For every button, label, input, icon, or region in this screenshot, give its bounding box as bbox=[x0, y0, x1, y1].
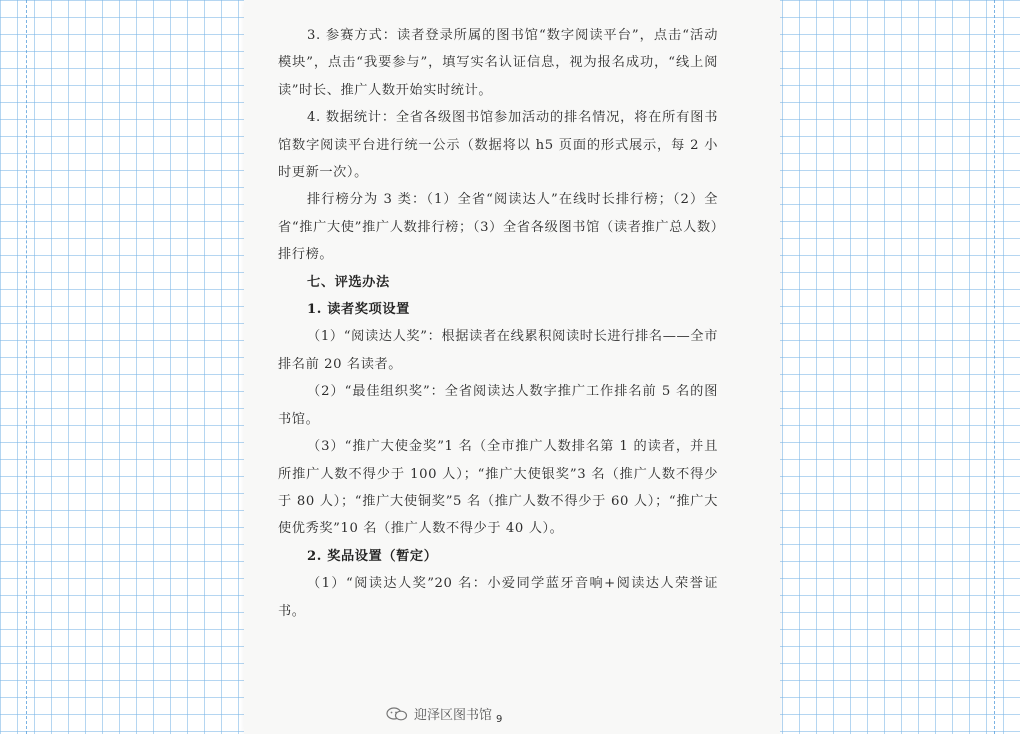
subheading-prize-settings: 2. 奖品设置（暂定） bbox=[307, 548, 438, 564]
subheading-reader-awards: 1. 读者奖项设置 bbox=[307, 302, 410, 318]
document-body bbox=[278, 22, 718, 625]
paragraph-award-reading-expert: （1）“阅读达人奖”：根据读者在线累积阅读时长进行排名——全市排名前 20 名读者。 bbox=[278, 329, 718, 372]
paragraph-ranking-lists: 排行榜分为 3 类：（1）全省“阅读达人”在线时长排行榜；（2）全省“推广大使”推广人数排行榜；（3）全省各级图书馆（读者推广总人数）排行榜。 bbox=[278, 192, 718, 263]
paragraph-prize-reading-expert: （1）“阅读达人奖”20 名：小爱同学蓝牙音响+阅读达人荣誉证书。 bbox=[278, 576, 718, 619]
section-heading-evaluation: 七、评选办法 bbox=[307, 274, 390, 290]
wechat-icon bbox=[386, 707, 408, 721]
paragraph-award-ambassador: （3）“推广大使金奖”1 名（全市推广人数排名第 1 的读者，并且所推广人数不得少于 100 人）；“推广大使银奖”3 名（推广人数不得少于 80 人）；“推广大使铜奖”5 名（推广人数不得少于 60 人）；“推广大使优秀奖”10 名（推广人数不得少于 40 人）。 bbox=[278, 439, 718, 537]
watermark-text: 迎泽区图书馆 bbox=[414, 708, 493, 723]
page-number: 9 bbox=[496, 714, 503, 725]
grid-guide-left bbox=[26, 0, 27, 734]
document-page bbox=[244, 0, 780, 734]
paragraph-participation-method: 3. 参赛方式：读者登录所属的图书馆“数字阅读平台”，点击“活动模块”，点击“我要参与”，填写实名认证信息，视为报名成功，“线上阅读”时长、推广人数开始实时统计。 bbox=[278, 28, 718, 98]
account-watermark bbox=[386, 704, 492, 723]
grid-guide-right bbox=[994, 0, 995, 734]
paragraph-data-statistics: 4. 数据统计：全省各级图书馆参加活动的排名情况，将在所有图书馆数字阅读平台进行统一公示（数据将以 h5 页面的形式展示，每 2 小时更新一次）。 bbox=[278, 110, 718, 181]
paragraph-award-best-organization: （2）“最佳组织奖”：全省阅读达人数字推广工作排名前 5 名的图书馆。 bbox=[278, 384, 718, 427]
